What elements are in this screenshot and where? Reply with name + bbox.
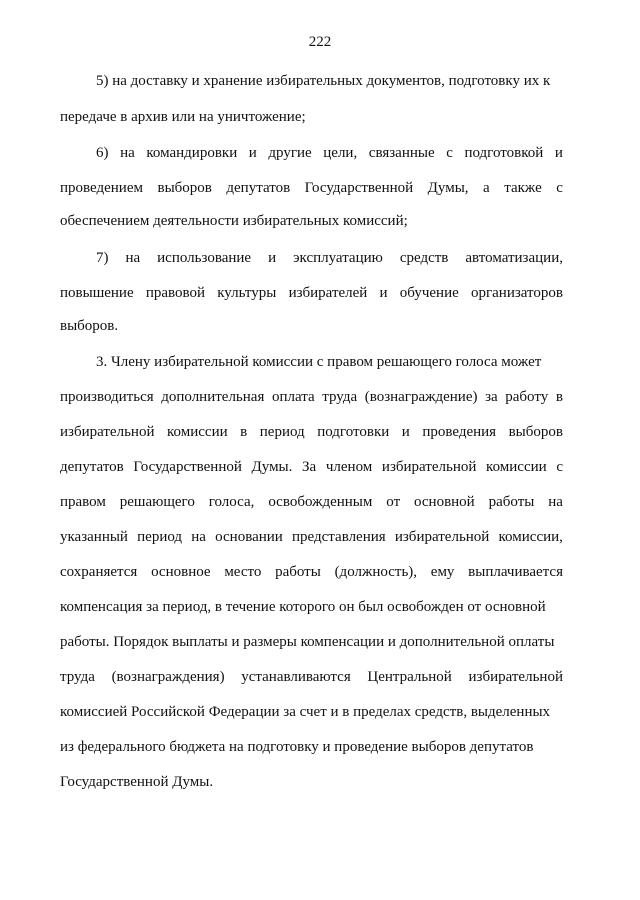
word: и	[268, 250, 277, 266]
text-line	[60, 668, 563, 686]
text-line	[60, 423, 563, 441]
word: на	[120, 145, 135, 161]
word: указанный	[60, 529, 128, 545]
text-line	[60, 528, 563, 546]
text-line	[60, 703, 550, 721]
word: Государственной	[304, 180, 414, 196]
word: командировки	[146, 145, 238, 161]
word: комиссии	[167, 424, 228, 440]
word: Думы,	[427, 180, 469, 196]
word: За	[302, 459, 317, 475]
word: средств	[399, 250, 449, 266]
word: комиссии	[486, 459, 547, 475]
word: (должность),	[334, 564, 418, 580]
word: и	[401, 424, 410, 440]
word: с	[446, 145, 453, 161]
word: сохраняется	[60, 564, 138, 580]
text-run: из федерального бюджета на подготовку и проведение выборов депутатов	[60, 739, 534, 755]
text-line	[60, 179, 563, 197]
word: представления	[292, 529, 386, 545]
text-run: работы. Порядок выплаты и размеры компенсации и дополнительной оплаты	[60, 634, 555, 650]
word: подготовки	[317, 424, 390, 440]
word: выплачивается	[468, 564, 563, 580]
word: в	[555, 389, 563, 405]
word: производиться	[60, 389, 154, 405]
text-line	[96, 249, 563, 267]
word: а	[483, 180, 490, 196]
word: труда	[322, 389, 358, 405]
text-line	[60, 563, 563, 581]
word: проведения	[422, 424, 497, 440]
word: от	[386, 494, 401, 510]
word: и	[248, 145, 257, 161]
text-line	[60, 108, 306, 126]
word: депутатов	[60, 459, 124, 475]
text-run: выборов.	[60, 318, 119, 334]
text-run: 5) на доставку и хранение избирательных документов, подготовку их к	[96, 73, 551, 89]
text-line	[60, 598, 546, 616]
word: использование	[157, 250, 252, 266]
word: на	[548, 494, 563, 510]
word: избирательной	[468, 669, 563, 685]
word: депутатов	[226, 180, 291, 196]
word: с	[556, 459, 563, 475]
word: автоматизации,	[465, 250, 563, 266]
word: также	[504, 180, 542, 196]
word: 7)	[96, 250, 109, 266]
word: Думы.	[251, 459, 293, 475]
word: (вознаграждение)	[364, 389, 478, 405]
word: и	[554, 145, 563, 161]
text-line	[60, 284, 563, 302]
text-run: обеспечением деятельности избирательных комиссий;	[60, 213, 408, 229]
word: и	[379, 285, 388, 301]
text-run: 3. Члену избирательной комиссии с правом решающего голоса может	[96, 354, 542, 370]
text-line	[60, 458, 563, 476]
word: связанные	[368, 145, 435, 161]
text-line	[60, 493, 563, 511]
word: культуры	[217, 285, 277, 301]
word: комиссии,	[498, 529, 563, 545]
word: труда	[60, 669, 95, 685]
text-run: комиссией Российской Федерации за счет и в пределах средств, выделенных	[60, 704, 551, 720]
word: в	[240, 424, 248, 440]
word: период	[259, 424, 305, 440]
word: работу	[505, 389, 549, 405]
word: на	[191, 529, 206, 545]
text-line	[60, 773, 213, 791]
word: правовой	[145, 285, 206, 301]
text-run: передаче в архив или на уничтожение;	[60, 109, 306, 125]
word: 6)	[96, 145, 109, 161]
word: членом	[325, 459, 373, 475]
word: на	[125, 250, 141, 266]
word: основное	[151, 564, 211, 580]
text-line	[60, 738, 533, 756]
text-line	[60, 633, 554, 651]
word: основании	[215, 529, 283, 545]
text-line	[60, 317, 118, 335]
word: ему	[430, 564, 455, 580]
word: подготовкой	[464, 145, 544, 161]
word: основной	[414, 494, 475, 510]
word: голоса,	[208, 494, 255, 510]
word: дополнительная	[161, 389, 265, 405]
word: правом	[60, 494, 106, 510]
word: повышение	[60, 285, 134, 301]
text-line	[96, 144, 563, 162]
word: выборов	[508, 424, 563, 440]
text-line	[60, 212, 408, 230]
word: избирателей	[288, 285, 368, 301]
word: за	[485, 389, 498, 405]
word: обучение	[399, 285, 459, 301]
word: период	[137, 529, 183, 545]
word: выборов	[157, 180, 212, 196]
word: решающего	[119, 494, 195, 510]
word: освобожденным	[268, 494, 373, 510]
word: избирательной	[381, 459, 477, 475]
text-line	[96, 72, 550, 90]
text-run: компенсация за период, в течение которого он был освобожден от основной	[60, 599, 546, 615]
word: оплата	[271, 389, 315, 405]
word: (вознаграждения)	[111, 669, 225, 685]
page-number: 222	[308, 34, 332, 50]
word: место	[224, 564, 262, 580]
text-line	[60, 388, 563, 406]
word: Государственной	[133, 459, 242, 475]
word: работы	[488, 494, 535, 510]
word: работы	[275, 564, 321, 580]
word: избирательной	[60, 424, 155, 440]
word: устанавливаются	[241, 669, 351, 685]
text-run: Государственной Думы.	[60, 774, 214, 790]
word: избирательной	[394, 529, 490, 545]
word: организаторов	[471, 285, 563, 301]
text-line	[96, 353, 541, 371]
word: Центральной	[367, 669, 452, 685]
word: другие	[268, 145, 312, 161]
word: с	[556, 180, 563, 196]
word: проведением	[60, 180, 143, 196]
word: цели,	[323, 145, 358, 161]
word: эксплуатацию	[293, 250, 383, 266]
